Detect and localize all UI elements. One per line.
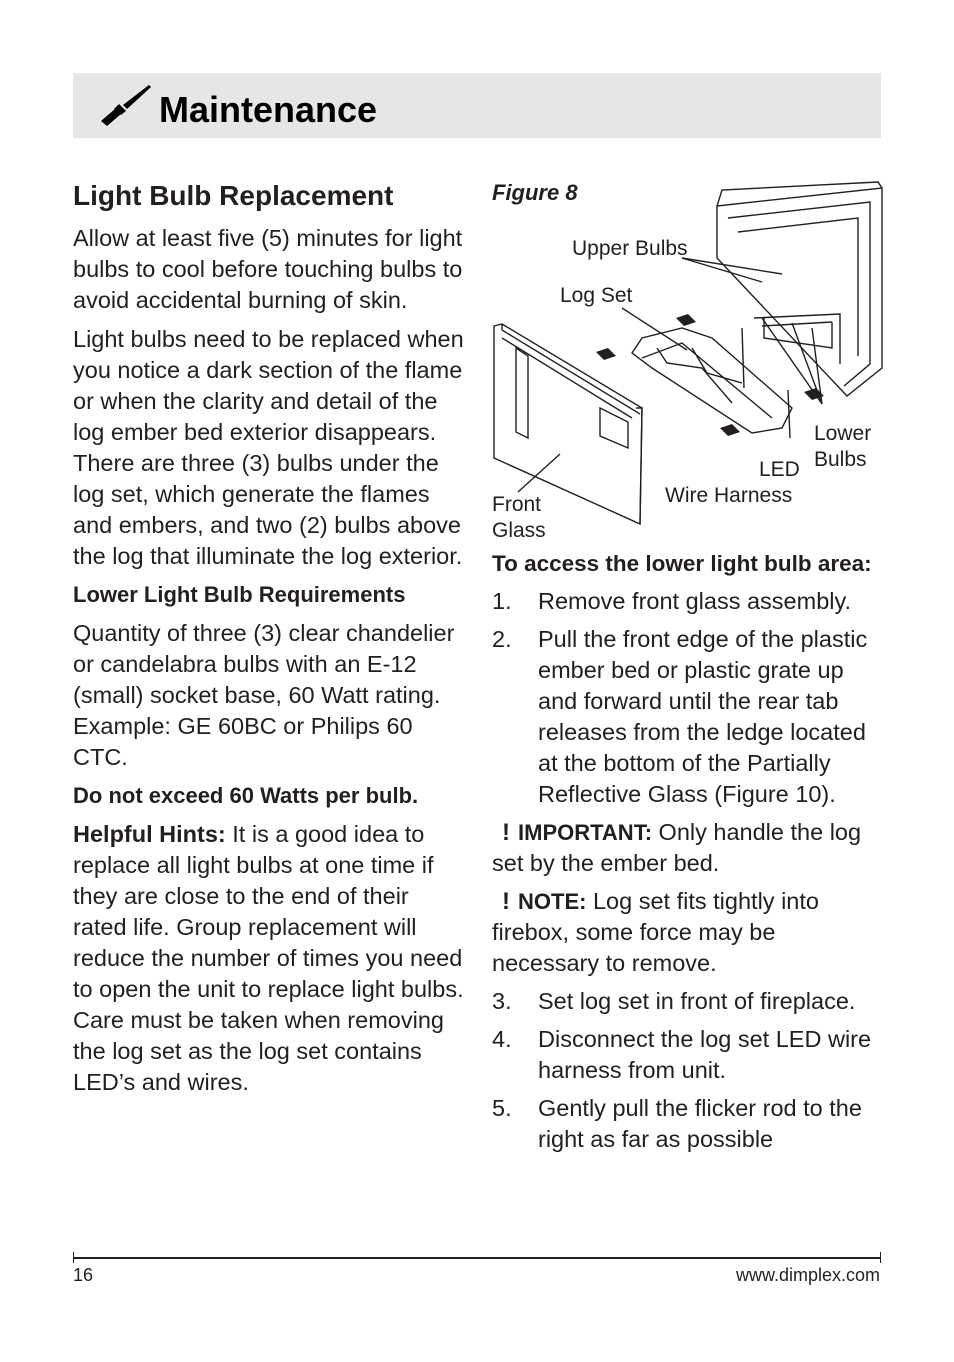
footer-divider-tick: [880, 1252, 881, 1263]
list-item: 1. Remove front glass assembly.: [492, 588, 852, 614]
important-note: ! IMPORTANT: Only handle the log set by the ember bed.: [492, 819, 862, 876]
callout-wire-harness: Wire Harness: [665, 484, 793, 507]
requirements-subhead: Lower Light Bulb Requirements: [73, 582, 406, 607]
requirements-paragraph: Quantity of three (3) clear chandelier or candelabra bulbs with an E-12 (small) socket base, 60 Watt rating. Example: GE 60BC or Philips 60 CTC.: [73, 620, 455, 770]
note: ! NOTE: Log set fits tightly into firebox, some force may be necessary to remove.: [492, 888, 819, 976]
cooling-paragraph: Allow at least five (5) minutes for light bulbs to cool before touching bulbs to avoid accidental burning of skin.: [73, 225, 463, 313]
callout-upper-bulbs: Upper Bulbs: [572, 237, 688, 260]
callout-lower-bulbs-1: Lower: [814, 422, 872, 445]
page-title: Maintenance: [159, 89, 378, 130]
wattage-warning: Do not exceed 60 Watts per bulb.: [73, 783, 419, 808]
replacement-paragraph: Light bulbs need to be replaced when you notice a dark section of the flame or when the clarity and detail of the log ember bed exterior disappears. There are three (3) bulbs under the log set, which generate the flames and embers, and two (2) bulbs above the log that illuminate the log exterior.: [73, 326, 464, 569]
callout-led: LED: [759, 458, 800, 481]
list-item: 2. Pull the front edge of the plastic ember bed or plastic grate up and forward until the rear tab releases from the ledge located at the bottom of the Partially Reflective Glass (Figure 10).: [492, 626, 868, 807]
figure-label: Figure 8: [492, 180, 578, 205]
warning-icon: !: [502, 819, 510, 846]
callout-front-glass-2: Glass: [492, 519, 546, 542]
steps-list-b: [492, 986, 884, 1155]
list-item: 4. Disconnect the log set LED wire harness from unit.: [492, 1026, 872, 1083]
hints-text: It is a good idea to replace all light bulbs at one time if they are close to the end of their rated life. Group replacement will reduce the number of times you need to open the unit to replace light bulbs. Care must be taken when removing the log set as the log set contains LED’s and wires.: [73, 821, 464, 1095]
right-column: [492, 178, 884, 1155]
section-header: [73, 73, 881, 138]
access-subhead: To access the lower light bulb area:: [492, 551, 872, 576]
footer-divider-tick: [73, 1252, 74, 1263]
hints-paragraph: [73, 819, 465, 1098]
page-number: 16: [73, 1265, 94, 1285]
callout-log-set: Log Set: [560, 284, 633, 307]
list-item: 3. Set log set in front of fireplace.: [492, 988, 856, 1014]
section-title: Light Bulb Replacement: [73, 180, 394, 211]
list-item: 5. Gently pull the flicker rod to the right as far as possible: [492, 1095, 862, 1152]
figure-8: [492, 178, 884, 548]
hints-label: Helpful Hints:: [73, 821, 226, 847]
website-url: www.dimplex.com: [735, 1265, 880, 1285]
warning-icon: !: [502, 888, 510, 915]
steps-list-a: [492, 586, 884, 810]
screwdriver-icon: [97, 81, 153, 129]
footer-divider: [73, 1257, 881, 1259]
left-column: [73, 178, 465, 1098]
callout-lower-bulbs-2: Bulbs: [814, 448, 867, 471]
callout-front-glass-1: Front: [492, 493, 542, 516]
